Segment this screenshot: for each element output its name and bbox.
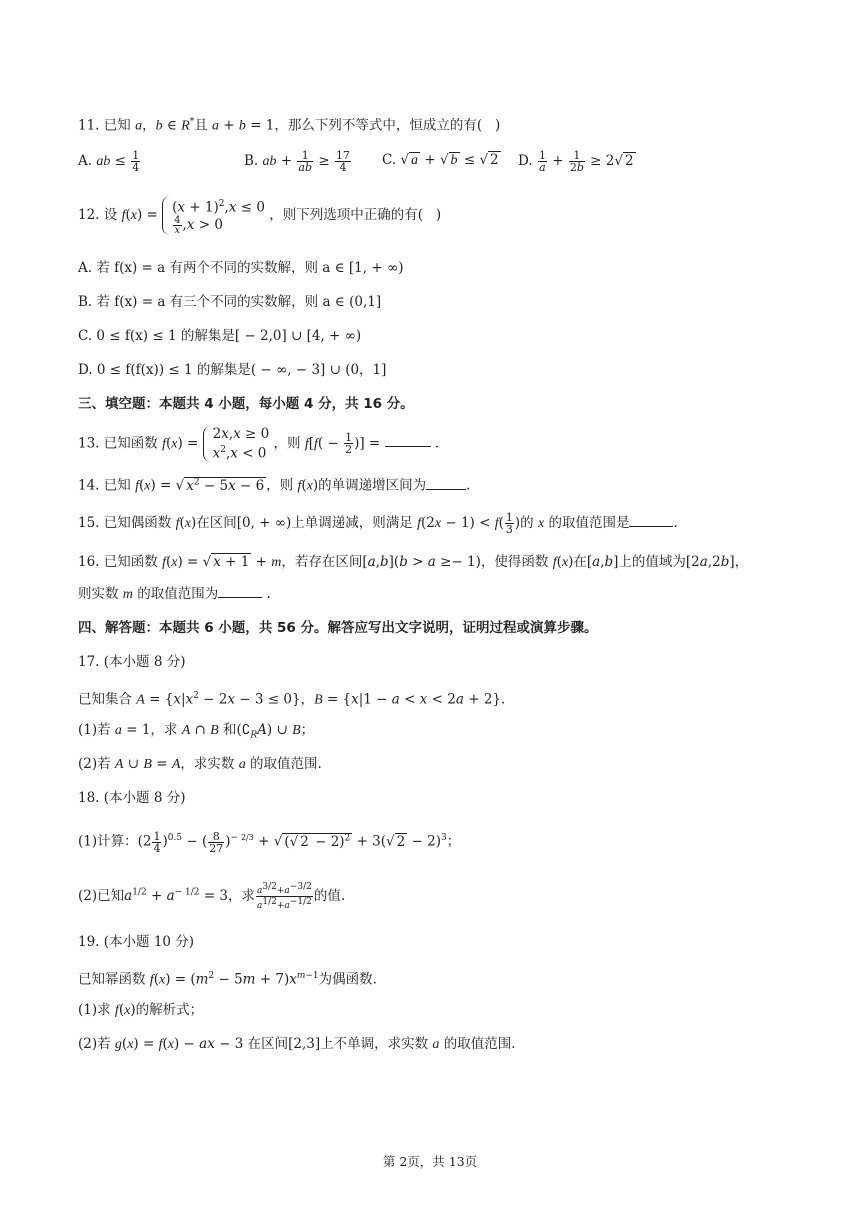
brace-shape <box>203 426 212 462</box>
q11-stem: 11. 已知 a，b ∈ R*且 a + b = 1，那么下列不等式中，恒成立的有( ) <box>78 117 501 134</box>
q12-option-c: C. 0 ≤ f(x) ≤ 1 的解集是[ − 2,0] ∪ [4, + ∞) <box>78 328 362 344</box>
q18-title: 18. (本小题 8 分) <box>78 790 186 806</box>
q11-option-b: B. ab + $\frac{1}{ab}$ ≥ $\frac{17}{4}$ <box>244 149 350 174</box>
q17-given: 已知集合 $A = \{x|x^2 - 2x - 3 \le 0\}$，B = {x|1 − a < x < 2a + 2}. <box>78 691 506 708</box>
page-footer: 第 2页，共 13页 <box>382 1154 478 1169</box>
q13: 13. 已知函数 f(x) = 2x,x ≥ 0 $x^2,x < 0$ ，则 f[f( − $\frac{1}{2}$ )] = . <box>78 426 440 462</box>
q17-title: 17. (本小题 8 分) <box>78 654 186 670</box>
q12-option-b: B. 若 f(x) = a 有三个不同的实数解，则 a ∈ (0,1] <box>78 294 382 310</box>
q16-line2: 则实数 m 的取值范围为 . <box>78 586 271 602</box>
q19-given: 已知幂函数 $f(x) = (m^2 - 5m + 7)x^{m-1}$为偶函数. <box>78 971 377 988</box>
q12-stem: 12. 设 f(x) = $(x + 1)^2,x \le 0$ $\frac{4}{x}$ ,x > 0 ，则下列选项中正确的有( ) <box>78 196 441 235</box>
brace-shape <box>162 196 171 235</box>
q13-piecewise: 2x,x ≥ 0 $x^2,x < 0$ <box>203 426 270 462</box>
q17-part1: (1)若 a = 1，求 A ∩ B 和$(∁_RA)$ ∪ B； <box>78 722 315 741</box>
q18-part2: (2)已知$a^{1/2} + a^{- 1/2} = 3$，求 $\frac{a^{3/2}+a^{-3/2}}{a^{1/2}+a^{-1/2}}$ 的值. <box>78 882 346 911</box>
q11-option-c: C. √ a + √ b ≤ √ 2 <box>382 152 499 168</box>
q19-part2: (2)若 g(x) = f(x) − ax − 3 在区间[2,3]上不单调，求实数 a 的取值范围. <box>78 1036 516 1052</box>
q12-option-a: A. 若 f(x) = a 有两个不同的实数解，则 a ∈ [1, + ∞) <box>78 260 404 276</box>
q18-part1: (1)计算：(2 $\frac{1}{4}$ )$^{0.5}$ − ( $\frac{8}{27}$ )$^{- 2/3}$ + √ (√ 2 − 2)$^2$ + 3(√ 2 − 2)$^3$； <box>78 829 461 855</box>
q19-title: 19. (本小题 10 分) <box>78 934 195 950</box>
q11-option-a: A. ab ≤ $\frac{1}{4}$ <box>78 149 140 174</box>
section-3-heading: 三、填空题：本题共 4 小题，每小题 4 分，共 16 分。 <box>78 396 414 412</box>
q15: 15. 已知偶函数 f(x)在区间[0, + ∞)上单调递减，则满足 f(2x − 1) < f( $\frac{1}{3}$ )的 x 的取值范围是 . <box>78 511 678 536</box>
q19-part1: (1)求 f(x)的解析式； <box>78 1002 204 1018</box>
q12-piecewise: $(x + 1)^2,x \le 0$ $\frac{4}{x}$ ,x > 0 <box>162 196 265 235</box>
q17-part2: (2)若 A ∪ B = A，求实数 a 的取值范围. <box>78 756 322 772</box>
q11-option-d: D. $\frac{1}{a}$ + $\frac{1}{2b}$ ≥ 2√ 2 <box>518 149 634 174</box>
q12-option-d: D. 0 ≤ f(f(x)) ≤ 1 的解集是( − ∞, − 3] ∪ (0，1] <box>78 362 387 378</box>
q14: 14. 已知 f(x) = √ $x^2 - 5x - 6$ ，则 f(x)的单调递增区间为 . <box>78 477 471 494</box>
section-4-heading: 四、解答题：本题共 6 小题，共 56 分。解答应写出文字说明，证明过程或演算步骤。 <box>78 620 598 636</box>
q16-line1: 16. 已知函数 f(x) = √ x + 1 + m，若存在区间[a,b](b > a ≥− 1)，使得函数 f(x)在[a,b]上的值域为[2a,2b]， <box>78 554 749 570</box>
